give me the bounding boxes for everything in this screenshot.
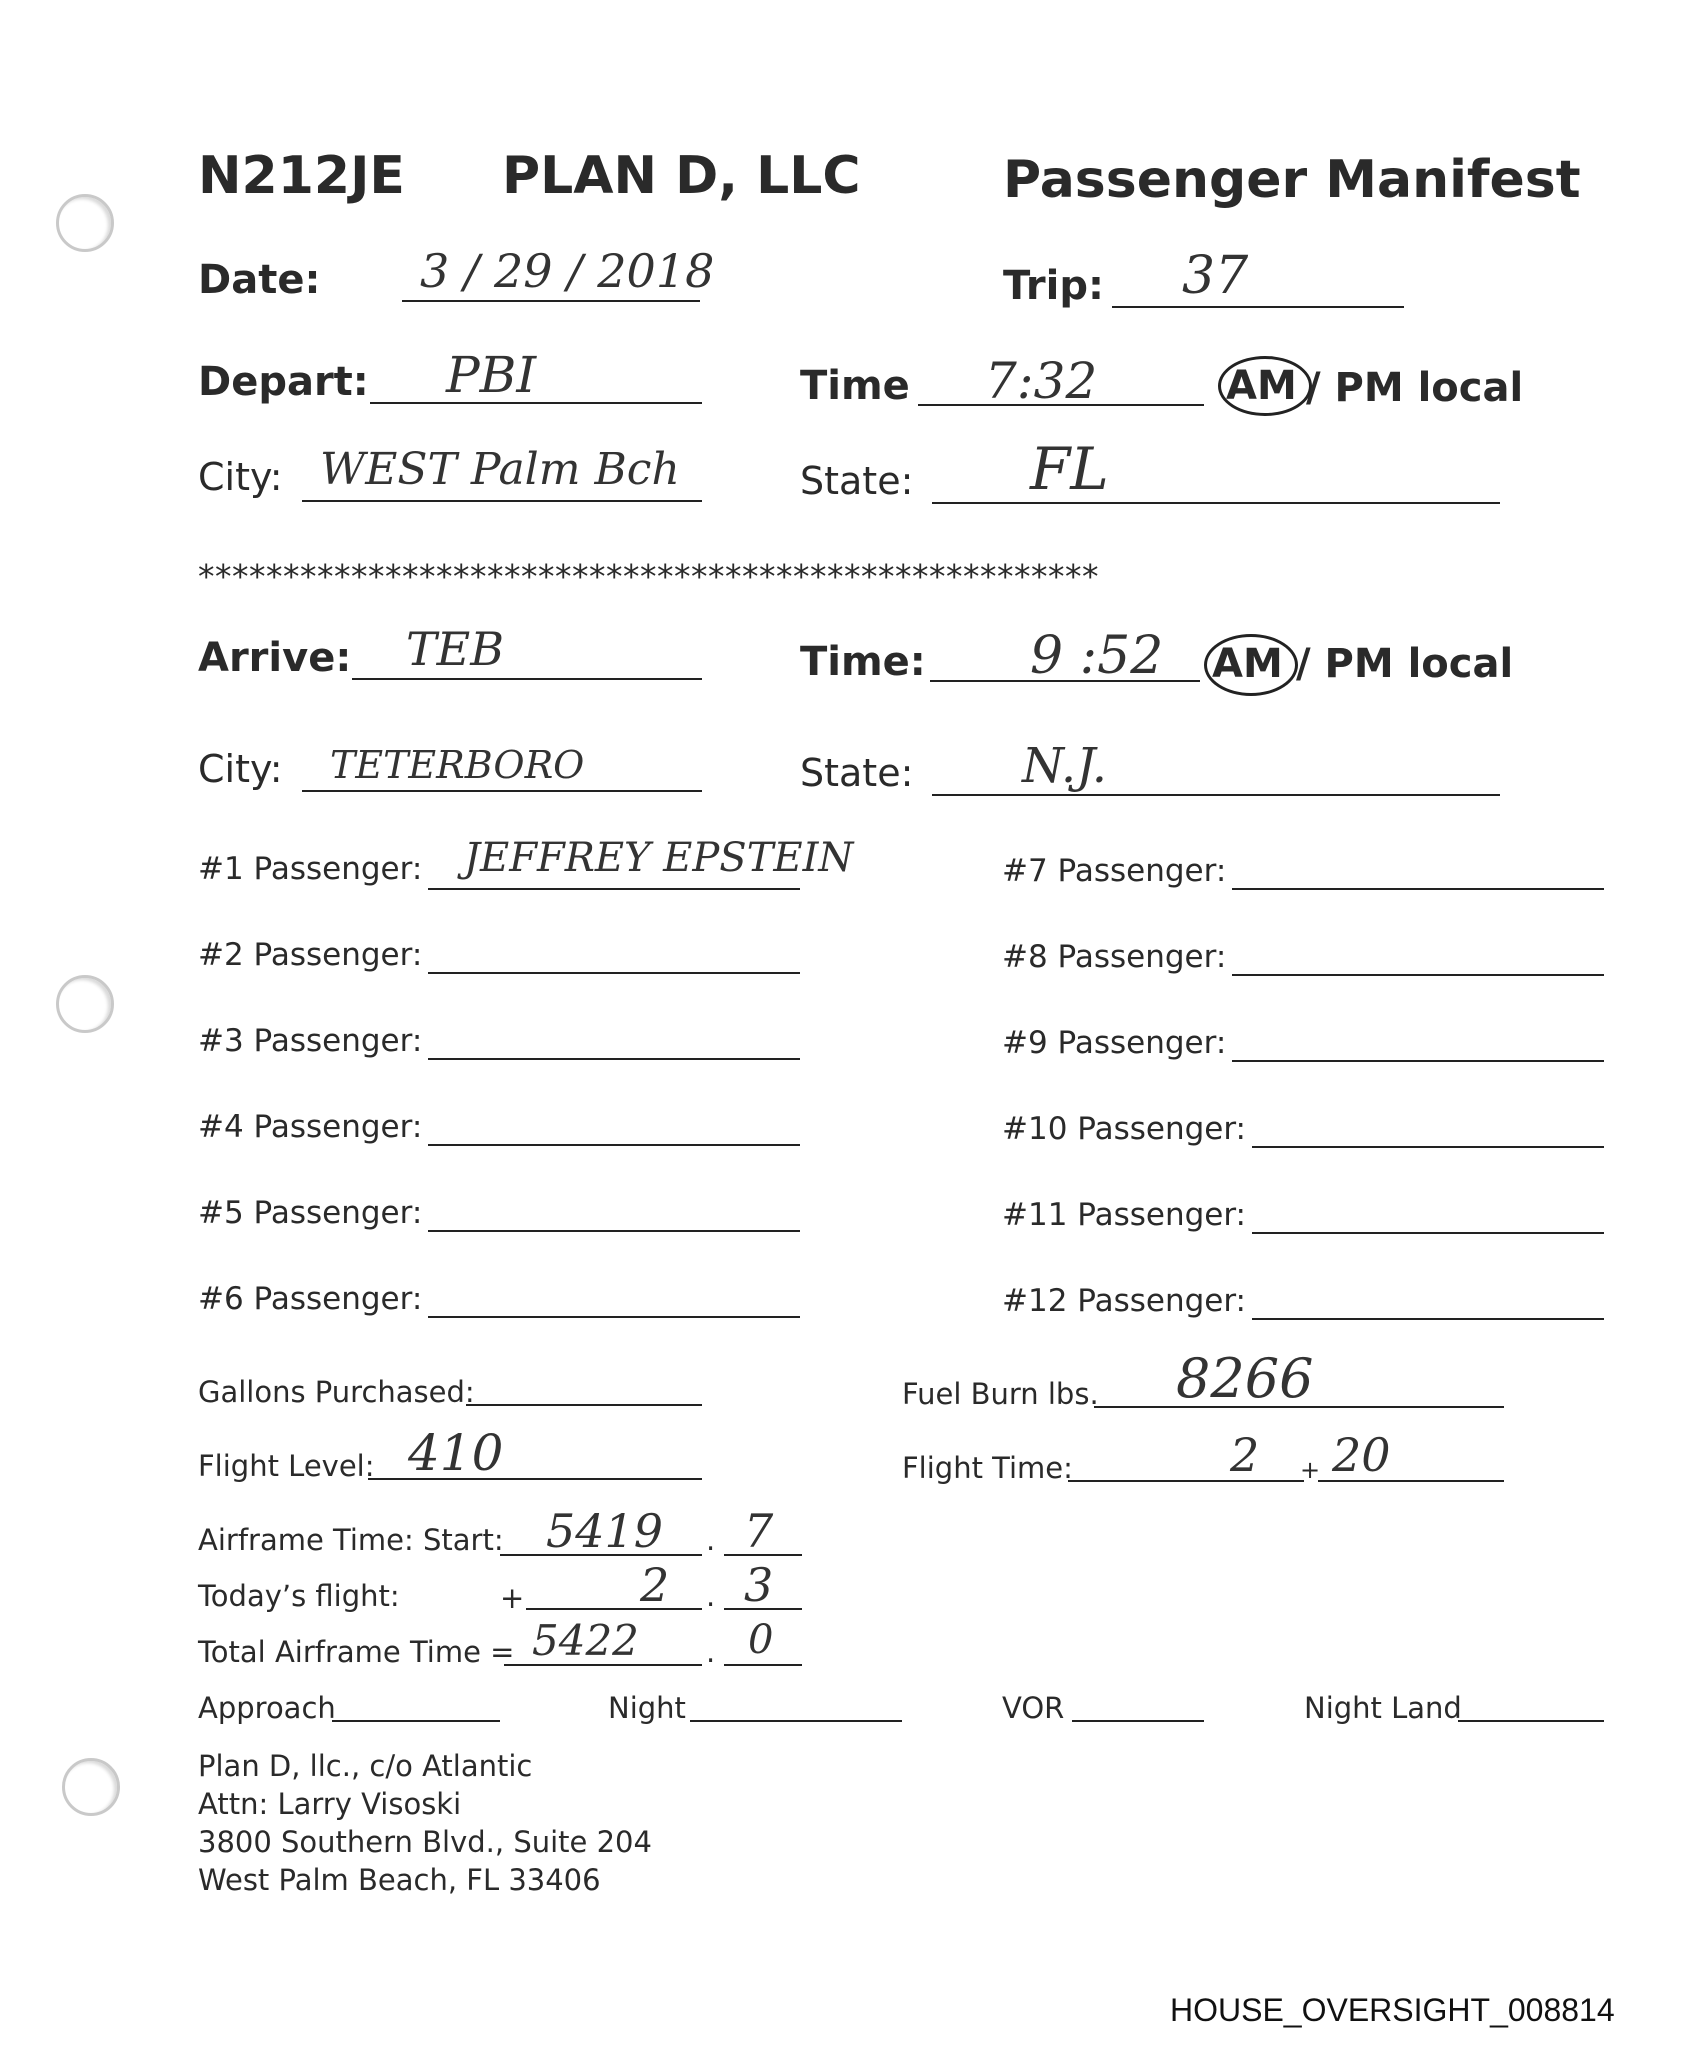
arrive-value: TEB <box>406 622 505 676</box>
todays-flight-label: Today’s flight: <box>198 1579 400 1613</box>
depart-city-value: WEST Palm Bch <box>320 444 680 495</box>
date-label: Date: <box>198 257 321 303</box>
approach-line <box>332 1720 500 1722</box>
passenger-4-line <box>428 1144 800 1146</box>
fuel-burn-label: Fuel Burn lbs. <box>902 1377 1099 1411</box>
passenger-12-label: #12 Passenger: <box>1002 1283 1246 1319</box>
passenger-6-line <box>428 1316 800 1318</box>
passenger-5-line <box>428 1230 800 1232</box>
arrive-city-line <box>302 790 702 792</box>
passenger-9-label: #9 Passenger: <box>1002 1025 1227 1061</box>
total-airframe-whole: 5422 <box>532 1616 639 1665</box>
flight-level-value: 410 <box>408 1424 504 1482</box>
passenger-1-line <box>428 888 800 890</box>
depart-label: Depart: <box>198 359 369 405</box>
arrive-state-label: State: <box>800 751 914 795</box>
gallons-purchased-line <box>466 1404 702 1406</box>
passenger-10-line <box>1252 1146 1604 1148</box>
airframe-start-whole: 5419 <box>546 1504 664 1558</box>
depart-pm-local: / PM local <box>1306 365 1524 411</box>
arrive-time-value: 9 :52 <box>1030 626 1164 686</box>
trip-label: Trip: <box>1003 263 1104 309</box>
separator-stars: ***************************************************** <box>198 557 1099 596</box>
airframe-start-tenths: 7 <box>744 1504 774 1558</box>
passenger-4-label: #4 Passenger: <box>198 1109 423 1145</box>
form-title: Passenger Manifest <box>1003 150 1581 210</box>
vor-line <box>1072 1720 1204 1722</box>
flight-time-hours: 2 <box>1230 1428 1260 1482</box>
airframe-start-dot: . <box>706 1523 716 1557</box>
arrive-pm-local: / PM local <box>1296 641 1514 687</box>
trip-value: 37 <box>1182 246 1249 306</box>
passenger-12-line <box>1252 1318 1604 1320</box>
arrive-state-line <box>932 794 1500 796</box>
todays-flight-whole-line <box>526 1608 702 1610</box>
depart-state-label: State: <box>800 459 914 503</box>
night-land-line <box>1458 1720 1604 1722</box>
depart-time-label: Time <box>800 363 910 409</box>
arrive-line <box>352 678 702 680</box>
todays-flight-tenths: 3 <box>744 1558 774 1612</box>
total-airframe-dot: . <box>706 1635 716 1669</box>
arrive-label: Arrive: <box>198 635 352 681</box>
depart-city-label: City: <box>198 455 283 499</box>
address-line-3: 3800 Southern Blvd., Suite 204 <box>198 1825 652 1859</box>
passenger-8-line <box>1232 974 1604 976</box>
total-airframe-tenths-line <box>724 1664 802 1666</box>
passenger-3-line <box>428 1058 800 1060</box>
binder-hole-top <box>56 194 114 252</box>
night-label: Night <box>608 1691 686 1725</box>
arrive-state-value: N.J. <box>1022 738 1107 794</box>
passenger-2-line <box>428 972 800 974</box>
fuel-burn-value: 8266 <box>1176 1347 1314 1410</box>
flight-time-label: Flight Time: <box>902 1451 1073 1485</box>
depart-time-value: 7:32 <box>985 352 1098 410</box>
arrive-time-label: Time: <box>800 639 926 685</box>
night-land-label: Night Land <box>1304 1691 1462 1725</box>
passenger-7-line <box>1232 888 1604 890</box>
passenger-1-label: #1 Passenger: <box>198 851 423 887</box>
binder-hole-middle <box>56 975 114 1033</box>
trip-line <box>1112 306 1404 308</box>
todays-flight-whole: 2 <box>640 1558 670 1612</box>
depart-value: PBI <box>446 346 537 404</box>
passenger-1-value: JEFFREY EPSTEIN <box>464 835 854 881</box>
passenger-2-label: #2 Passenger: <box>198 937 423 973</box>
approach-label: Approach <box>198 1691 336 1725</box>
total-airframe-tenths: 0 <box>748 1617 774 1663</box>
depart-am: AM <box>1226 363 1297 409</box>
passenger-5-label: #5 Passenger: <box>198 1195 423 1231</box>
arrive-city-value: TETERBORO <box>330 743 585 787</box>
company-name: PLAN D, LLC <box>502 146 861 206</box>
address-line-1: Plan D, llc., c/o Atlantic <box>198 1749 533 1783</box>
passenger-11-line <box>1252 1232 1604 1234</box>
passenger-7-label: #7 Passenger: <box>1002 853 1227 889</box>
todays-flight-plus: + <box>500 1581 525 1615</box>
depart-state-line <box>932 502 1500 504</box>
depart-state-value: FL <box>1030 435 1109 503</box>
flight-time-hours-line <box>1068 1480 1304 1482</box>
flight-level-label: Flight Level: <box>198 1449 375 1483</box>
passenger-3-label: #3 Passenger: <box>198 1023 423 1059</box>
total-airframe-label: Total Airframe Time = <box>198 1635 515 1669</box>
passenger-6-label: #6 Passenger: <box>198 1281 423 1317</box>
flight-time-minutes: 20 <box>1332 1428 1391 1482</box>
binder-hole-bottom <box>62 1758 120 1816</box>
bates-number: HOUSE_OVERSIGHT_008814 <box>1170 1992 1615 2028</box>
depart-city-line <box>302 500 702 502</box>
date-value: 3 / 29 / 2018 <box>420 244 715 298</box>
arrive-city-label: City: <box>198 747 283 791</box>
passenger-8-label: #8 Passenger: <box>1002 939 1227 975</box>
passenger-10-label: #10 Passenger: <box>1002 1111 1246 1147</box>
flight-time-plus: + <box>1300 1456 1321 1484</box>
vor-label: VOR <box>1002 1691 1065 1725</box>
date-line <box>402 300 700 302</box>
night-line <box>690 1720 902 1722</box>
airframe-start-label: Airframe Time: Start: <box>198 1523 504 1557</box>
address-line-2: Attn: Larry Visoski <box>198 1787 462 1821</box>
arrive-am: AM <box>1212 641 1283 687</box>
tail-number: N212JE <box>198 146 405 206</box>
passenger-11-label: #11 Passenger: <box>1002 1197 1246 1233</box>
address-line-4: West Palm Beach, FL 33406 <box>198 1863 601 1897</box>
todays-flight-dot: . <box>706 1579 716 1613</box>
gallons-purchased-label: Gallons Purchased: <box>198 1375 475 1409</box>
passenger-9-line <box>1232 1060 1604 1062</box>
depart-line <box>370 402 702 404</box>
